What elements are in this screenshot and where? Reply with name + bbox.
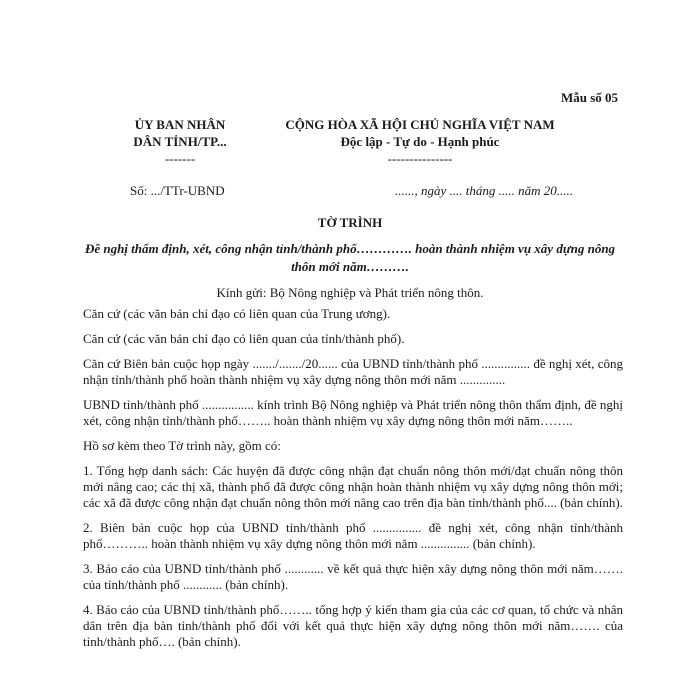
- national-divider: ---------------: [387, 151, 453, 166]
- document-body: [83, 306, 623, 659]
- body-paragraph: Hồ sơ kèm theo Tờ trình này, gồm có:: [83, 438, 281, 453]
- body-paragraph: Căn cứ (các văn bản chỉ đạo có liên quan của Trung ương).: [83, 306, 391, 321]
- national-motto: Độc lập - Tự do - Hạnh phúc: [340, 134, 500, 149]
- national-title: CỘNG HÒA XÃ HỘI CHỦ NGHĨA VIỆT NAM: [285, 117, 555, 132]
- document-number: Số: .../TTr-UBND: [130, 183, 225, 198]
- national-header: [275, 116, 565, 167]
- body-paragraph: Căn cứ Biên bản cuộc họp ngày ......./......./20...... của UBND tỉnh/thành phố ............... đề nghị xét, công nhận tỉnh/thành phố hoàn thành nhiệm vụ xây dựng nông thôn mới năm ..............: [83, 356, 623, 387]
- recipient-line: Kính gửi: Bộ Nông nghiệp và Phát triển nông thôn.: [216, 285, 484, 300]
- list-item: 2. Biên bản cuộc họp của UBND tỉnh/thành phố ............... đề nghị xét, công nhận tỉnh/thành phố……….. hoàn thành nhiệm vụ xây dựng nông thôn mới năm ............... (bản chính).: [83, 520, 623, 551]
- form-number: Mẫu số 05: [560, 90, 618, 105]
- issuing-authority-header: [110, 116, 250, 167]
- document-title: TỜ TRÌNH: [317, 215, 383, 230]
- list-item: 3. Báo cáo của UBND tỉnh/thành phố ............ về kết quả thực hiện xây dựng nông thôn mới năm……. của tỉnh/thành phố ............ (bản chính).: [83, 561, 623, 592]
- list-item: 1. Tổng hợp danh sách: Các huyện đã được công nhận đạt chuẩn nông thôn mới/đạt chuẩn nông thôn mới nâng cao; các thị xã, thành phố đã được công nhận hoàn thành nhiệm vụ xây dựng nông thôn mới; các xã đã được công nhận đạt chuẩn nông thôn mới nâng cao trên địa bàn tỉnh/thành phố.... (bản chính).: [83, 463, 623, 510]
- authority-divider: -------: [164, 151, 196, 166]
- date-line: ......, ngày .... tháng ..... năm 20.....: [395, 183, 574, 198]
- authority-line-2: DÂN TỈNH/TP...: [133, 134, 227, 149]
- body-paragraph: Căn cứ (các văn bản chỉ đạo có liên quan của tỉnh/thành phố).: [83, 331, 405, 346]
- authority-line-1: ỦY BAN NHÂN: [134, 117, 226, 132]
- document-subtitle: Đề nghị thẩm định, xét, công nhận tỉnh/thành phố…………. hoàn thành nhiệm vụ xây dựng nông thôn mới năm……….: [84, 241, 616, 274]
- list-item: 4. Báo cáo của UBND tỉnh/thành phố…….. tổng hợp ý kiến tham gia của các cơ quan, tổ chức và nhân dân trên địa bàn tỉnh/thành phố đối với kết quả thực hiện xây dựng nông thôn mới năm……. của tỉnh/thành phố…. (bản chính).: [83, 602, 623, 649]
- body-paragraph: UBND tỉnh/thành phố ................ kính trình Bộ Nông nghiệp và Phát triển nông thôn thẩm định, đề nghị xét, công nhận tỉnh/thành phố…….. hoàn thành nhiệm vụ xây dựng nông thôn mới năm……..: [83, 397, 623, 428]
